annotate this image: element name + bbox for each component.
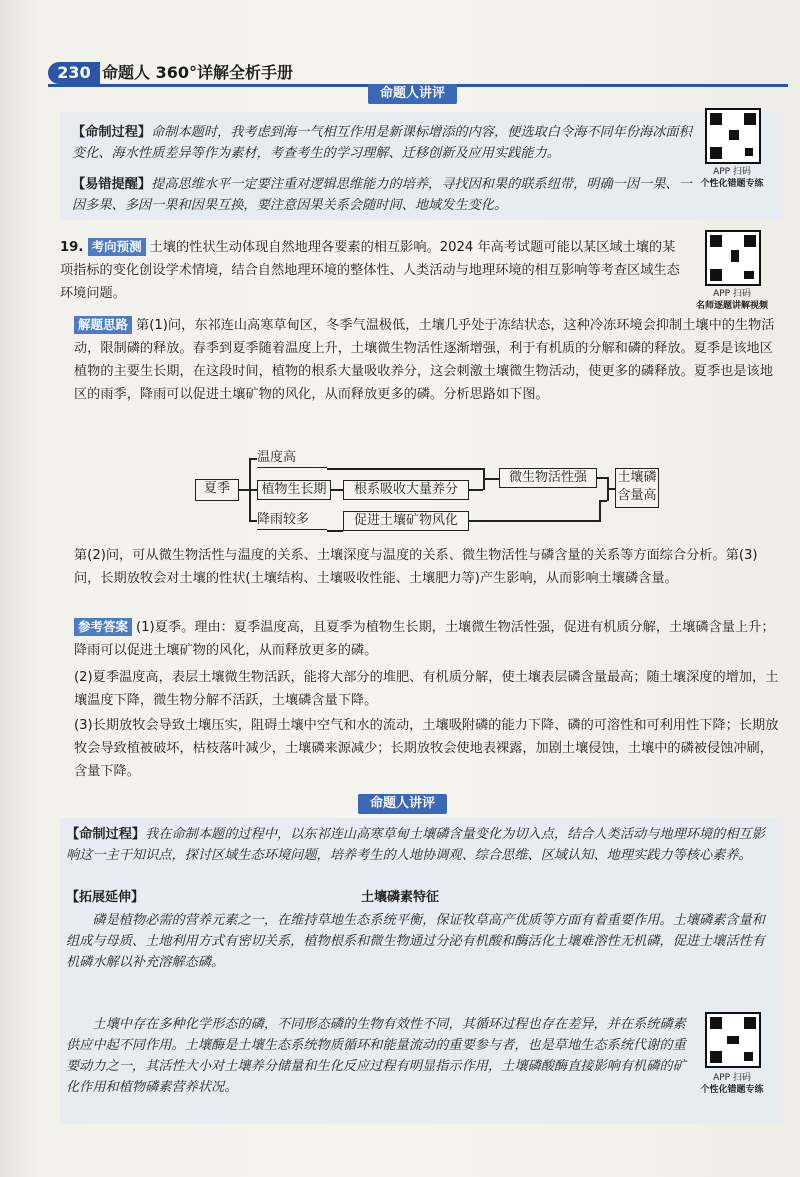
answer-1-text: (1)夏季。理由：夏季温度高，且夏季为植物生长期，土壤微生物活性强，促进有机质分解，土壤磷含量上升；降雨可以促进土壤矿物的风化，从而释放更多的磷。: [74, 620, 775, 658]
process-text: 命制本题时，我考虑到海一气相互作用是新课标增添的内容，便选取白令海不同年份海冰面积变化、海水性质差异等作为素材，考查考生的学习理解、迁移创新及应用实践能力。: [72, 125, 692, 161]
qr-code-icon[interactable]: [705, 1012, 761, 1068]
qr-code-icon[interactable]: [705, 230, 761, 286]
tip-text: 提高思维水平一定要注重对逻辑思维能力的培养，寻找因和果的联系纽带，明确一因一果、一因多果、多因一果和因果互换，要注意因果关系会随时间、地域发生变化。: [72, 177, 692, 213]
process-label-2: 【命制过程】: [66, 827, 146, 842]
analysis-flow-diagram: [195, 448, 665, 532]
node-temp: 温度高: [257, 449, 327, 468]
q19-answer-3: (3)长期放牧会导致土壤压实，阻碍土壤中空气和水的流动，土壤吸附磷的能力下降、磷的可溶性和可利用性下降；长期放牧会导致植被破坏，枯枝落叶减少，土壤磷来源减少；长期放牧会使地表裸露，加剧土壤侵蚀，土壤中的磷被侵蚀冲刷，含量下降。: [74, 718, 779, 779]
node-root: 根系吸收大量养分: [343, 480, 469, 500]
node-microbe: 微生物活性强: [499, 468, 597, 488]
commentary-banner-2: 命题人讲评: [358, 794, 447, 814]
ext-title: 土壤磷素特征: [360, 890, 439, 905]
ext-para-2: 土壤中存在多种化学形态的磷，不同形态磷的生物有效性不同，其循环过程也存在差异，并在系统磷素供应中起不同作用。土壤酶是土壤生态系统物质循环和能量流动的重要参与者，也是草地生态系统代谢的重要动力之一，其活性大小对土壤养分储量和生化反应过程有明显指示作用，土壤磷酸酶直接影响有机磷的矿化作用和植物磷素营养状况。: [66, 1017, 686, 1095]
node-summer: 夏季: [195, 479, 239, 501]
book-title: 命题人 360°详解全析手册: [102, 63, 293, 82]
node-weather: 促进土壤矿物风化: [343, 511, 469, 531]
q19-answer-1: [74, 616, 780, 662]
predict-tag: 考向预测: [88, 238, 146, 256]
predict-text: 土壤的性状生动体现自然地理各要素的相互影响。2024 年高考试题可能以某区域土壤的某项指标的变化创设学术情境，结合自然地理环境的整体性、人类活动与地理环境的相互影响等考查区域生态环境问题。: [60, 240, 680, 301]
qr-caption-1: APP 扫码 个性化错题专练: [700, 167, 764, 189]
commentary-tip-1: [72, 174, 692, 216]
idea-text: 第(1)问，东祁连山高寒草甸区，冬季气温极低，土壤几乎处于冻结状态，这种冷冻环境会抑制土壤中的生物活动，限制磷的释放。春季到夏季随着温度上升，土壤微生物活性逐渐增强，利于有机质的分解和磷的释放。夏季是该地区植物的主要生长期，在这段时间，植物的根系大量吸收养分，这会刺激土壤微生物活动，使更多的磷释放。夏季也是该地区的雨季，降雨可以促进土壤矿物的风化，从而释放更多的磷。分析思路如下图。: [74, 318, 775, 402]
process-text-2: 我在命制本题的过程中，以东祁连山高寒草甸土壤磷含量变化为切入点，结合人类活动与地理环境的相互影响这一主干知识点，探讨区域生态环境问题，培养考生的人地协调观、综合思维、区域认知、地理实践力等核心素养。: [66, 827, 765, 863]
process-label: 【命制过程】: [72, 125, 152, 140]
qr-caption-2: APP 扫码 名师逐题讲解视频: [695, 289, 768, 311]
q19-predict: [60, 236, 685, 305]
question-number: 19.: [60, 240, 84, 255]
node-plant: 植物生长期: [257, 480, 331, 500]
ext-label: 【拓展延伸】: [66, 890, 145, 905]
node-rain: 降雨较多: [257, 511, 327, 530]
node-result: 土壤磷含量高: [615, 468, 659, 508]
page-number: 230: [48, 62, 100, 84]
ext-para-1: 磷是植物必需的营养元素之一，在维持草地生态系统平衡，保证牧草高产优质等方面有着重要作用。土壤磷素含量和组成与母质、土地利用方式有密切关系，植物根系和微生物通过分泌有机酸和酶活化土壤难溶性无机磷，促进土壤活性有机磷水解以补充溶解态磷。: [66, 913, 765, 970]
qr-caption-3: APP 扫码 个性化错题专练: [700, 1073, 764, 1095]
tip-label: 【易错提醒】: [72, 177, 152, 192]
qr-code-icon[interactable]: [705, 108, 761, 164]
commentary-process-2: [66, 824, 772, 866]
q19-idea-2: 第(2)问，可从微生物活性与温度的关系、土壤深度与温度的关系、微生物活性与磷含量的关系等方面综合分析。第(3)问，长期放牧会对土壤的性状(土壤结构、土壤吸收性能、土壤肥力等)产生影响，从而影响土壤磷含量。: [74, 548, 758, 586]
commentary-process-1: [72, 122, 692, 164]
commentary-banner-1: 命题人讲评: [368, 84, 457, 104]
q19-answer-2: (2)夏季温度高，表层土壤微生物活跃，能将大部分的堆肥、有机质分解，使土壤表层磷含量最高；随土壤深度的增加，土壤温度下降，微生物分解不活跃，土壤磷含量下降。: [74, 670, 779, 708]
idea-tag: 解题思路: [74, 316, 132, 334]
answer-tag: 参考答案: [74, 618, 132, 636]
q19-idea: [74, 314, 780, 406]
